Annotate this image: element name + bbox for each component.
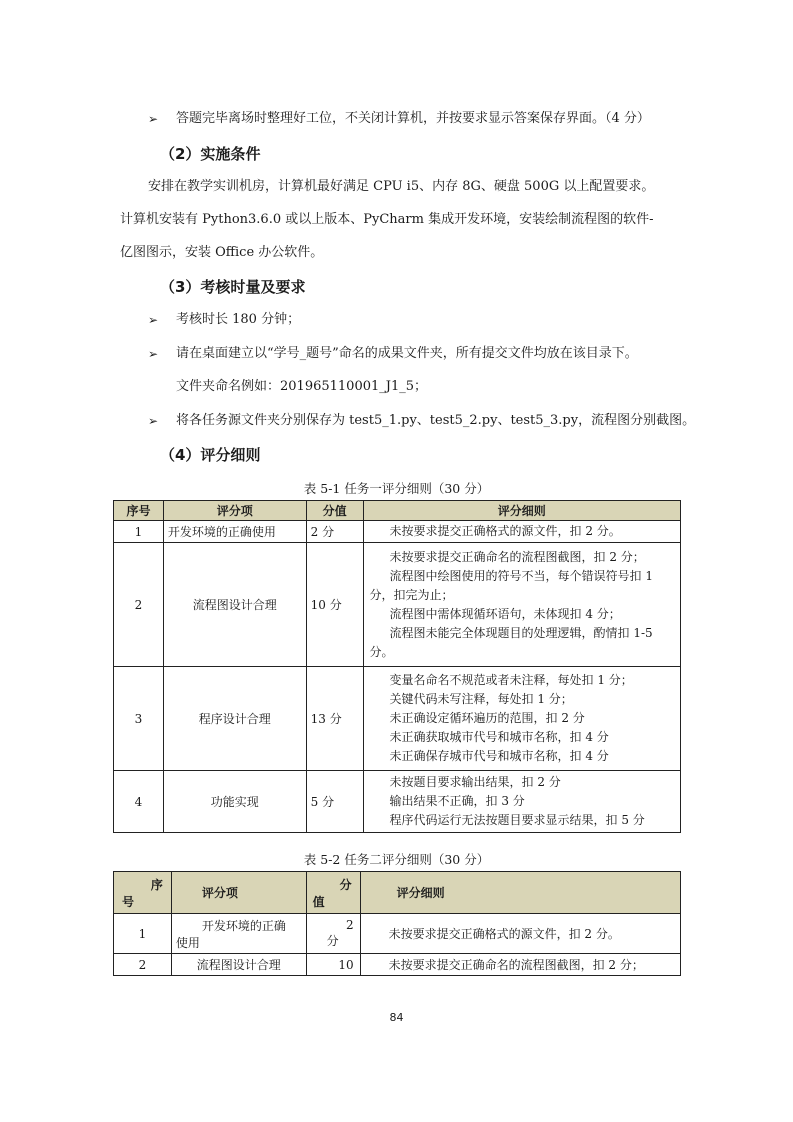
header-details: 评分细则 — [363, 501, 680, 521]
bullet-item: ➢ 将各任务源文件夹分别保存为 test5_1.py、test5_2.py、test5_3.py，流程图分别截图。 — [148, 413, 696, 428]
table-caption: 表 5-1 任务一评分细则（30 分） — [303, 481, 490, 496]
section-heading: （2）实施条件 — [160, 145, 261, 163]
header-item: 评分项 — [163, 501, 306, 521]
table-row: 4 功能实现 5 分 未按题目要求输出结果，扣 2 分 输出结果不正确，扣 3 分 程序代码运行无法按题目要求显示结果，扣 5 分 — [114, 771, 681, 833]
header-score: 分值 — [306, 501, 363, 521]
header-item: 评分项 — [171, 872, 306, 914]
page-number: 84 — [389, 1011, 404, 1024]
arrow-bullet-icon: ➢ — [148, 347, 159, 361]
bullet-continuation: 文件夹命名例如：201965110001_J1_5； — [176, 379, 428, 394]
table-row: 2 流程图设计合理 10 未按要求提交正确命名的流程图截图，扣 2 分； — [114, 954, 681, 976]
table-row: 3 程序设计合理 13 分 变量名命名不规范或者未注释，每处扣 1 分； 关键代码未写注释，每处扣 1 分； 未正确设定循环遍历的范围，扣 2 分 未正确获取城市代号和城市名称，扣 4 分 未正确保存城市代号和城市名称，扣 4 分 — [114, 667, 681, 771]
bullet-item: ➢ 请在桌面建立以“学号_题号”命名的成果文件夹，所有提交文件均放在该目录下。 — [148, 346, 638, 361]
arrow-bullet-icon: ➢ — [148, 112, 159, 126]
paragraph-line: 计算机安装有 Python3.6.0 或以上版本、PyCharm 集成开发环境，安装绘制流程图的软件- — [120, 212, 654, 227]
scoring-table-2: 序 号 评分项 分 值 评分细则 1 开发环境的正确 使用 2 分 未按要求提交正确格式的源文件，扣 2 分。 2 流程图设计合理 10 未按要求提交正确命名的流程图截图，扣 2 分； — [113, 871, 681, 976]
table-row: 1 开发环境的正确 使用 2 分 未按要求提交正确格式的源文件，扣 2 分。 — [114, 914, 681, 954]
paragraph-line: 安排在教学实训机房，计算机最好满足 CPU i5、内存 8G、硬盘 500G 以上配置要求。 — [148, 179, 655, 194]
header-no: 序号 — [114, 501, 164, 521]
table-row: 1 开发环境的正确使用 2 分 未按要求提交正确格式的源文件，扣 2 分。 — [114, 521, 681, 543]
table-caption: 表 5-2 任务二评分细则（30 分） — [303, 852, 490, 867]
bullet-item: ➢ 考核时长 180 分钟； — [148, 312, 301, 327]
bullet-item: ➢ 答题完毕离场时整理好工位，不关闭计算机，并按要求显示答案保存界面。（4 分） — [148, 111, 650, 126]
arrow-bullet-icon: ➢ — [148, 414, 159, 428]
arrow-bullet-icon: ➢ — [148, 313, 159, 327]
paragraph-line: 亿图图示，安装 Office 办公软件。 — [120, 245, 324, 260]
scoring-table-1 — [113, 500, 681, 833]
section-heading: （4）评分细则 — [160, 446, 261, 464]
section-heading: （3）考核时量及要求 — [160, 278, 306, 296]
header-details: 评分细则 — [360, 872, 680, 914]
table-row: 2 流程图设计合理 10 分 未按要求提交正确命名的流程图截图，扣 2 分； 流程图中绘图使用的符号不当，每个错误符号扣 1 分，扣完为止； 流程图中需体现循环语句，未体现扣 4 分； 流程图未能完全体现题目的处理逻辑，酌情扣 1-5 分。 — [114, 543, 681, 667]
